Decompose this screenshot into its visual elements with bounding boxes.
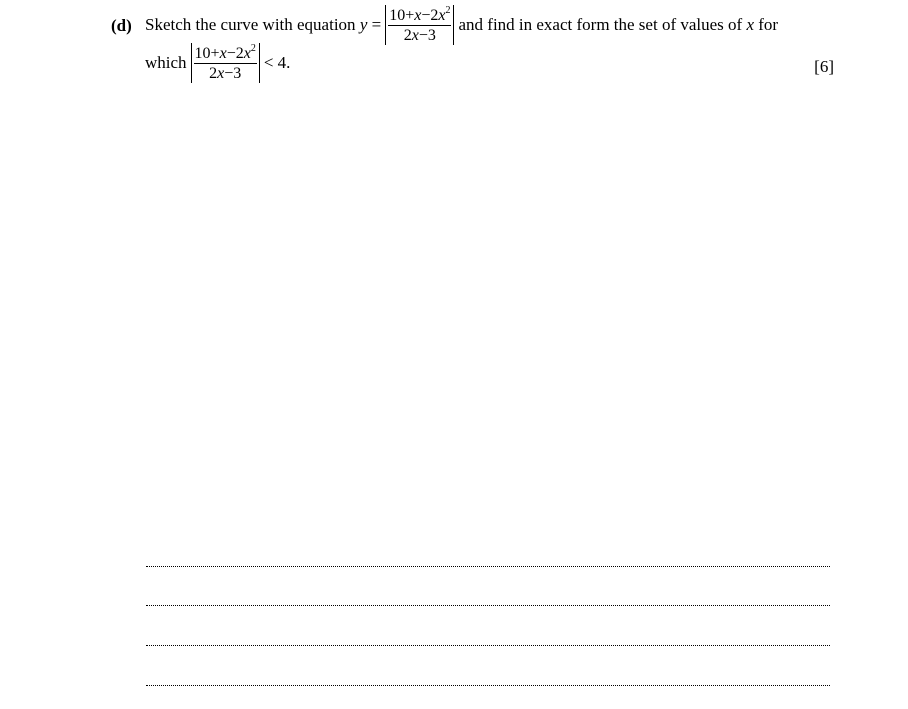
variable-x: x	[746, 15, 754, 34]
fraction-numerator-2: $10+x-2x^2$	[194, 42, 256, 62]
question-line-1	[145, 5, 778, 45]
question-text-which: which	[145, 53, 187, 72]
question-text-end: for	[758, 15, 779, 34]
answer-line[interactable]	[146, 566, 830, 567]
inequality-text: < 4.	[263, 53, 291, 72]
question-text: Sketch the curve with equation	[145, 15, 356, 34]
question-text-continued: and find in exact form the set of values of	[458, 15, 743, 34]
fraction-numerator: $10+x-2x^2$	[389, 4, 451, 24]
part-label: (d)	[111, 16, 132, 35]
absolute-value-expression	[385, 5, 454, 45]
answer-line[interactable]	[146, 645, 830, 646]
answer-line[interactable]	[146, 605, 830, 606]
fraction-2	[194, 42, 257, 82]
question-line-2	[145, 43, 290, 83]
fraction-denominator: 2x−3	[403, 26, 436, 44]
absolute-value-expression-2	[191, 43, 260, 83]
answer-line[interactable]	[146, 685, 830, 686]
fraction-denominator-2: 2x−3	[209, 64, 242, 82]
equals-sign: =	[371, 15, 382, 34]
marks-label: [6]	[814, 57, 834, 76]
variable-y: y	[359, 15, 368, 34]
fraction	[388, 4, 451, 44]
